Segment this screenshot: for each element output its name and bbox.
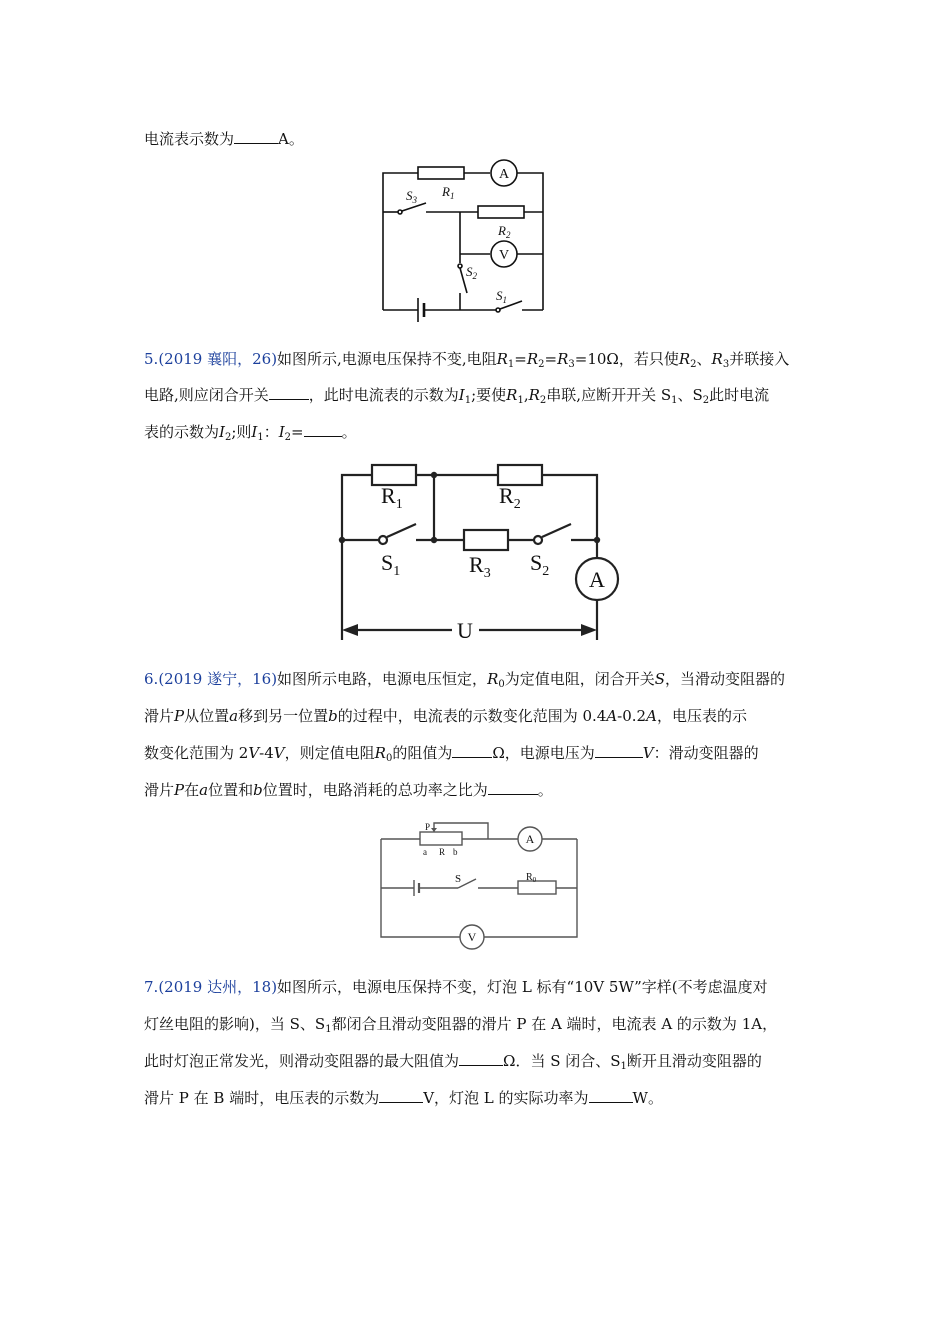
q7-line-2: 灯丝电阻的影响)，当 S、$S_1$都闭合且滑动变阻器的滑片 P 在 A 端时，电流表 A 的示数为 1A， bbox=[144, 1015, 778, 1035]
label-s3: $S_3$ bbox=[406, 188, 417, 205]
voltmeter-label: V bbox=[467, 930, 477, 944]
label-s2: $S_2$ bbox=[530, 550, 550, 579]
label-r0: $R_0$ bbox=[526, 872, 537, 884]
q6-line-1: 6.(2019 遂宁，16)如图所示电路，电源电压恒定，$R_0$为定值电阻，闭合开关S，当滑动变阻器的 bbox=[144, 670, 786, 690]
junction-dot bbox=[431, 537, 437, 543]
ammeter-label: A bbox=[589, 567, 605, 592]
q5-line-1: 5.(2019 襄阳，26)如图所示,电源电压保持不变,电阻$R_1=R_2=R_3=10\Omega$，若只使$R_2$、$R_3$并联接入 bbox=[144, 350, 790, 370]
ammeter-label: A bbox=[498, 167, 510, 182]
answer-blank[interactable] bbox=[304, 422, 342, 437]
q7-line-4: 滑片 P 在 B 端时，电压表的示数为 V，灯泡 L 的实际功率为 W。 bbox=[144, 1089, 663, 1107]
q6-line-4: 滑片P在a位置和b位置时，电路消耗的总功率之比为 。 bbox=[144, 781, 553, 799]
switch-s1-contact bbox=[379, 536, 387, 544]
answer-blank[interactable] bbox=[488, 780, 538, 795]
ammeter-label: A bbox=[525, 832, 535, 846]
switch-s2-pivot bbox=[458, 264, 462, 268]
switch-s3-pivot bbox=[398, 210, 402, 214]
label-p: P bbox=[425, 822, 431, 832]
q5-line-2: 电路,则应闭合开关 ，此时电流表的示数为$I_1$;要使$R_1,R_2$串联,应断开开关 $S_1$、$S_2$此时电流 bbox=[144, 386, 770, 406]
answer-blank[interactable] bbox=[595, 743, 643, 758]
switch-s2-contact bbox=[534, 536, 542, 544]
switch-s2 bbox=[542, 524, 571, 537]
q6-line-3: 数变化范围为 2V-4V，则定值电阻$R_0$的阻值为 Ω，电源电压为 V：滑动变阻器的 bbox=[144, 744, 759, 764]
switch-s1-pivot bbox=[496, 308, 500, 312]
answer-blank[interactable] bbox=[379, 1088, 423, 1103]
answer-blank[interactable] bbox=[459, 1051, 503, 1066]
answer-blank[interactable] bbox=[234, 129, 278, 144]
q5-source: (2019 襄阳，26) bbox=[158, 350, 278, 368]
circuit-figure-q5 bbox=[334, 460, 624, 642]
label-u: U bbox=[457, 618, 473, 643]
label-r: R bbox=[439, 847, 446, 857]
label-r3: $R_3$ bbox=[469, 552, 491, 581]
q7-source: (2019 达州，18) bbox=[158, 978, 278, 996]
resistor-r1 bbox=[372, 465, 416, 485]
resistor-r0 bbox=[518, 881, 556, 894]
label-s1: $S_1$ bbox=[496, 288, 507, 305]
voltmeter-label: V bbox=[498, 248, 510, 263]
circuit-figure-q4 bbox=[380, 160, 550, 316]
label-s: S bbox=[455, 873, 462, 885]
answer-blank[interactable] bbox=[269, 385, 309, 400]
q7-line-1: 7.(2019 达州，18)如图所示，电源电压保持不变，灯泡 L 标有“10V 5W”字样(不考虑温度对 bbox=[144, 978, 768, 996]
label-r2: $R_2$ bbox=[498, 223, 511, 240]
switch-s1 bbox=[387, 524, 416, 537]
circuit-figure-q6 bbox=[378, 820, 580, 954]
slider-wire bbox=[434, 823, 488, 839]
q4-answer-line: 电流表示数为 A。 bbox=[144, 130, 304, 148]
answer-blank[interactable] bbox=[589, 1088, 633, 1103]
q5-line-3: 表的示数为$I_2$;则$I_1$：$I_2=$ 。 bbox=[144, 423, 357, 443]
q6-source: (2019 遂宁，16) bbox=[158, 670, 278, 688]
resistor-r2 bbox=[498, 465, 542, 485]
resistor-r1 bbox=[418, 167, 464, 179]
resistor-r2 bbox=[478, 206, 524, 218]
label-s2: $S_2$ bbox=[466, 264, 477, 281]
answer-blank[interactable] bbox=[452, 743, 492, 758]
label-a: a bbox=[423, 847, 427, 857]
q7-line-3: 此时灯泡正常发光，则滑动变阻器的最大阻值为 Ω．当 S 闭合、$S_1$断开且滑动变阻器的 bbox=[144, 1052, 762, 1072]
label-r1: $R_1$ bbox=[442, 184, 455, 201]
label-s1: $S_1$ bbox=[381, 550, 401, 579]
label-r1: $R_1$ bbox=[381, 483, 403, 512]
arrowhead-left bbox=[342, 624, 358, 636]
junction-dot bbox=[594, 537, 600, 543]
rheostat-r bbox=[420, 832, 462, 845]
resistor-r3 bbox=[464, 530, 508, 550]
label-b: b bbox=[453, 847, 458, 857]
q6-line-2: 滑片P从位置a移到另一位置b的过程中，电流表的示数变化范围为 0.4A-0.2A，电压表的示 bbox=[144, 707, 747, 725]
arrowhead-right bbox=[581, 624, 597, 636]
label-r2: $R_2$ bbox=[499, 483, 521, 512]
